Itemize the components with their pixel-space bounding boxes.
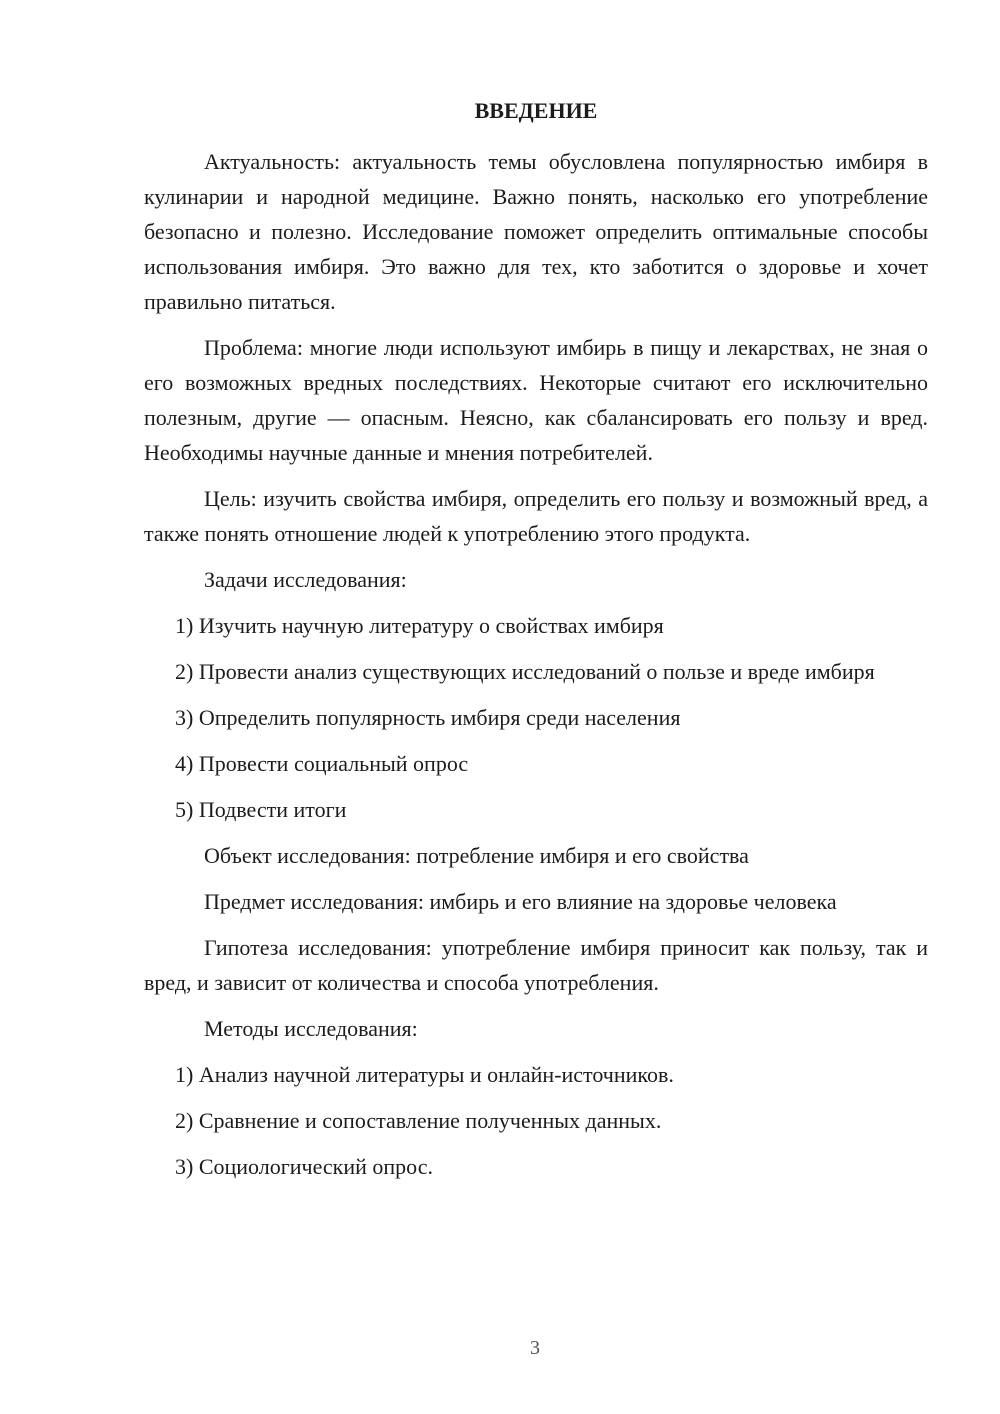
research-object: Объект исследования: потребление имбиря и его свойства	[204, 843, 749, 868]
task-item: 4) Провести социальный опрос	[175, 751, 469, 776]
method-item: 1) Анализ научной литературы и онлайн-источников.	[175, 1062, 674, 1087]
goal-paragraph: Цель: изучить свойства имбиря, определить его пользу и возможный вред, а также понять отношение людей к употреблению этого продукта.	[144, 486, 928, 546]
method-item: 2) Сравнение и сопоставление полученных данных.	[175, 1108, 662, 1133]
method-item: 3) Социологический опрос.	[175, 1154, 433, 1179]
page-content	[144, 94, 928, 1195]
task-item: 1) Изучить научную литературу о свойствах имбиря	[175, 613, 664, 638]
section-title: ВВЕДЕНИЕ	[474, 98, 598, 123]
problem-paragraph: Проблема: многие люди используют имбирь в пищу и лекарствах, не зная о его возможных вредных последствиях. Некоторые считают его исключительно полезным, другие — опасным. Неясно, как сбалансировать его пользу и вред. Необходимы научные данные и мнения потребителей.	[144, 335, 928, 465]
tasks-heading: Задачи исследования:	[204, 567, 407, 592]
page-number: 3	[530, 1337, 540, 1359]
task-item: 2) Провести анализ существующих исследований о пользе и вреде имбиря	[175, 659, 875, 684]
research-subject: Предмет исследования: имбирь и его влияние на здоровье человека	[204, 889, 837, 914]
task-item: 5) Подвести итоги	[175, 797, 347, 822]
relevance-paragraph: Актуальность: актуальность темы обусловлена популярностью имбиря в кулинарии и народной медицине. Важно понять, насколько его употребление безопасно и полезно. Исследование поможет определить оптимальные способы использования имбиря. Это важно для тех, кто заботится о здоровье и хочет правильно питаться.	[144, 149, 928, 314]
methods-heading: Методы исследования:	[204, 1016, 418, 1041]
task-item: 3) Определить популярность имбиря среди населения	[175, 705, 681, 730]
hypothesis-paragraph: Гипотеза исследования: употребление имбиря приносит как пользу, так и вред, и зависит от количества и способа употребления.	[144, 935, 928, 995]
